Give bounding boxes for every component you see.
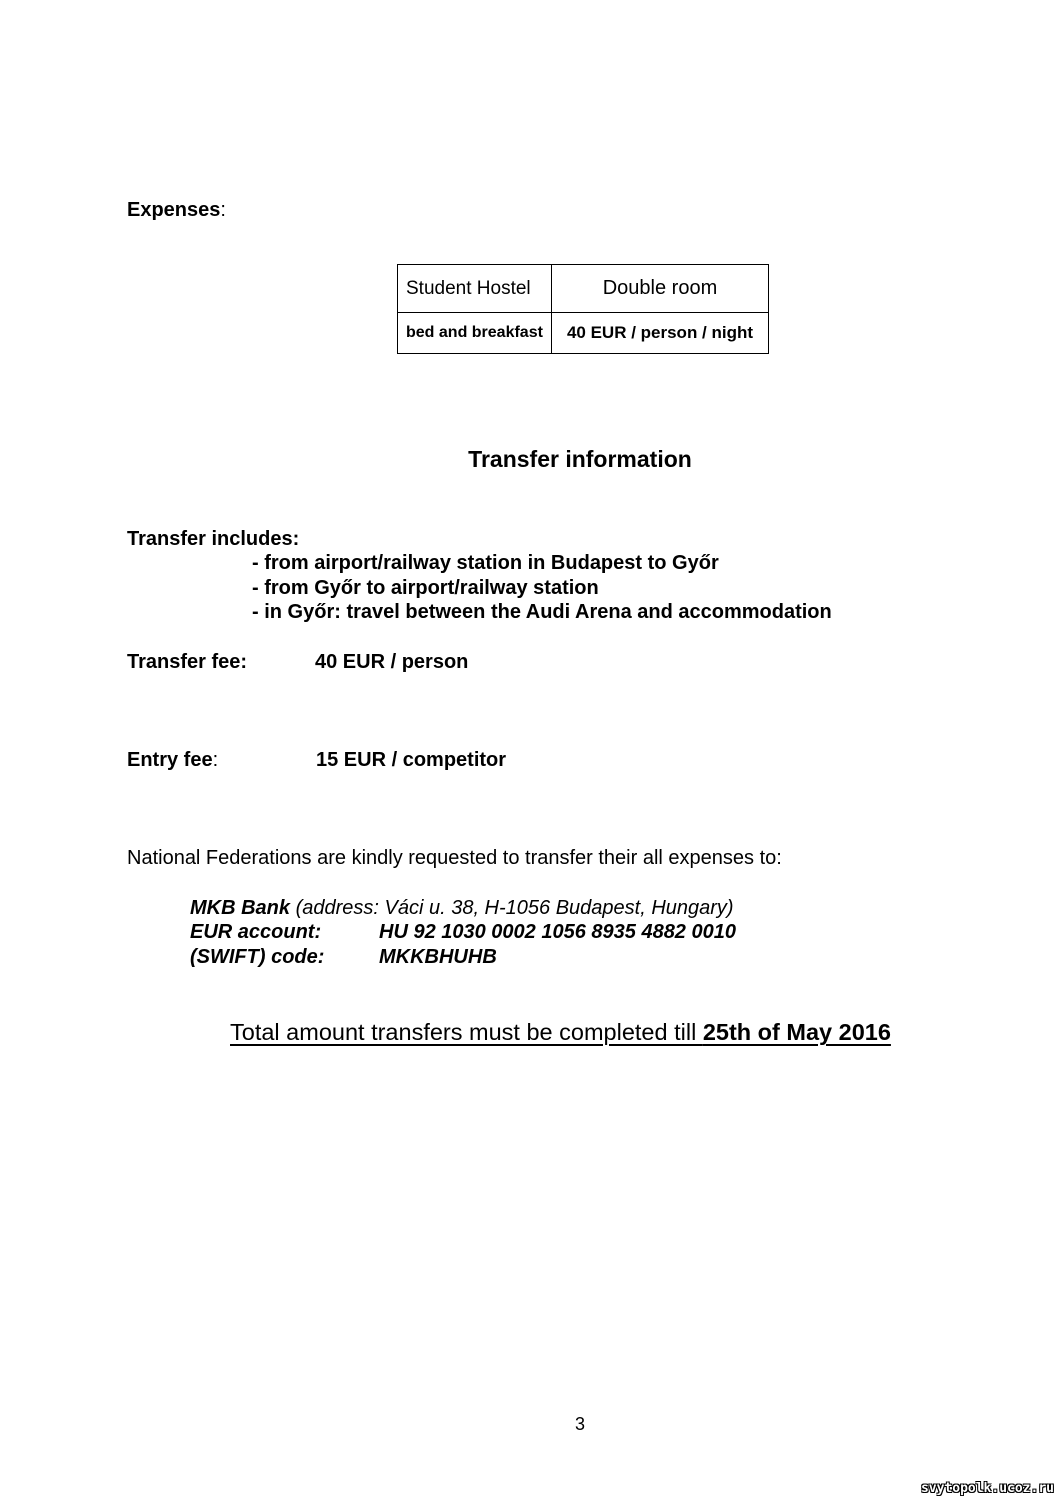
- deadline-notice: [230, 1019, 891, 1046]
- entry-fee-colon: :: [212, 749, 219, 771]
- expenses-label: Expenses: [127, 199, 221, 221]
- transfer-fee-label: Transfer fee:: [127, 651, 248, 673]
- transfer-includes-label: Transfer includes:: [127, 528, 300, 550]
- watermark: svytopolk.ucoz.ru: [920, 1481, 1054, 1496]
- bank-line: [190, 897, 734, 920]
- bank-address: (address: Váci u. 38, H-1056 Budapest, Hungary): [290, 897, 734, 919]
- table-cell-hostel: Student Hostel: [398, 265, 552, 313]
- entry-fee-value: 15 EUR / competitor: [316, 749, 507, 771]
- table-cell-room-type: Double room: [552, 265, 769, 313]
- entry-fee-label: [127, 749, 218, 772]
- federations-note: National Federations are kindly requested to transfer their all expenses to:: [127, 847, 782, 869]
- expenses-colon: :: [220, 199, 226, 221]
- entry-fee-label-text: Entry fee: [127, 749, 213, 771]
- expenses-heading: [127, 199, 226, 222]
- transfer-item: - from airport/railway station in Budapest to Győr: [252, 552, 719, 574]
- transfer-item: - from Győr to airport/railway station: [252, 577, 599, 599]
- table-row: [398, 313, 769, 354]
- transfer-title: Transfer information: [468, 446, 692, 472]
- transfer-fee-value: 40 EUR / person: [315, 651, 469, 673]
- swift-label: (SWIFT) code:: [190, 946, 325, 968]
- account-value: HU 92 1030 0002 1056 8935 4882 0010: [379, 921, 736, 943]
- table-row: [398, 265, 769, 313]
- bank-name: MKB Bank: [190, 897, 291, 919]
- table-cell-price: 40 EUR / person / night: [552, 313, 769, 354]
- deadline-date: 25th of May 2016: [702, 1019, 891, 1045]
- page-number: 3: [574, 1414, 585, 1434]
- accommodation-table: [397, 264, 769, 354]
- transfer-item: - in Győr: travel between the Audi Arena and accommodation: [252, 601, 832, 623]
- swift-value: MKKBHUHB: [379, 946, 497, 968]
- table-cell-board: bed and breakfast: [398, 313, 552, 354]
- deadline-text: Total amount transfers must be completed till: [230, 1019, 703, 1045]
- account-label: EUR account:: [190, 921, 322, 943]
